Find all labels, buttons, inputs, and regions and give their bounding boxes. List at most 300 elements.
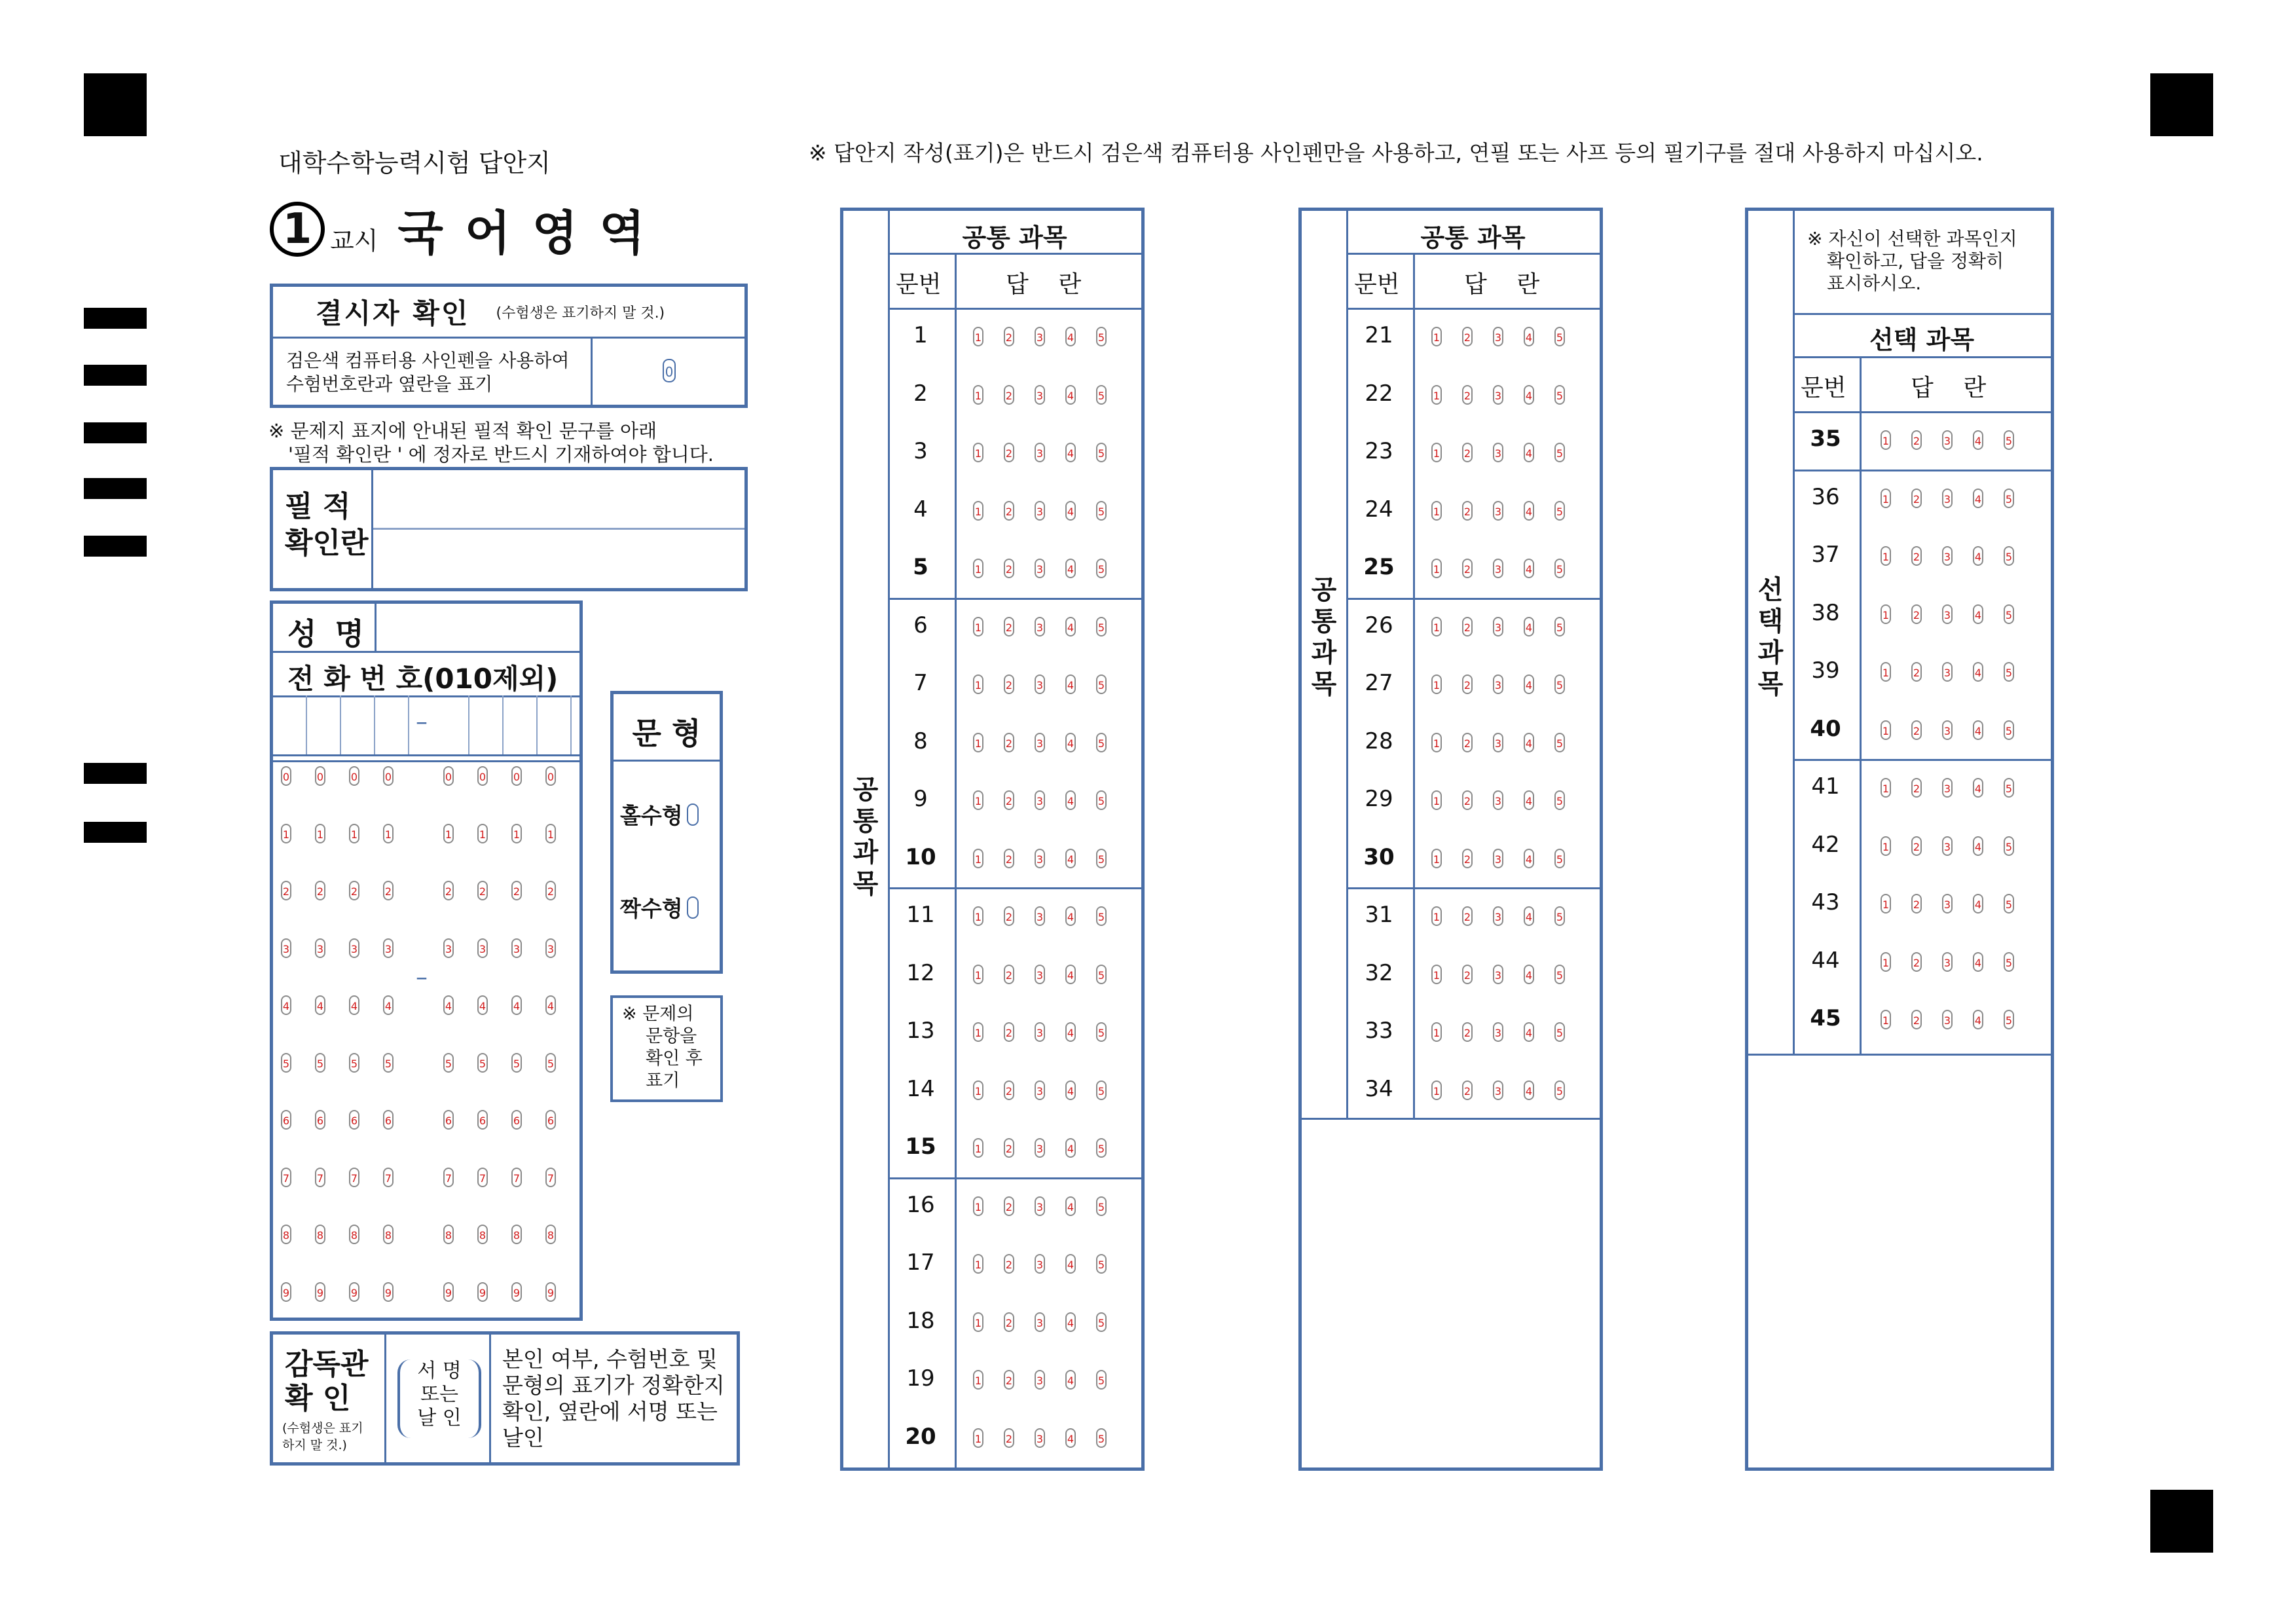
answer-bubble[interactable]: 2 xyxy=(1462,906,1473,926)
phone-digit-bubble[interactable]: 7 xyxy=(383,1168,394,1187)
phone-digit-bubble[interactable]: 1 xyxy=(511,824,522,843)
phone-digit-bubble[interactable]: 1 xyxy=(315,824,325,843)
answer-bubble[interactable]: 2 xyxy=(1004,1312,1014,1332)
answer-bubble[interactable]: 5 xyxy=(1096,790,1107,810)
answer-bubble[interactable]: 1 xyxy=(1431,733,1442,752)
answer-bubble[interactable]: 2 xyxy=(1004,1370,1014,1390)
answer-bubble[interactable]: 1 xyxy=(973,849,983,868)
answer-bubble[interactable]: 4 xyxy=(1065,327,1076,346)
answer-bubble[interactable]: 3 xyxy=(1942,546,1953,566)
answer-bubble[interactable]: 4 xyxy=(1524,443,1534,462)
phone-digit-bubble[interactable]: 3 xyxy=(443,938,454,958)
answer-bubble[interactable]: 5 xyxy=(1554,617,1565,637)
answer-bubble[interactable]: 2 xyxy=(1462,849,1473,868)
phone-digit-bubble[interactable]: 8 xyxy=(443,1225,454,1244)
answer-bubble[interactable]: 1 xyxy=(1431,443,1442,462)
answer-bubble[interactable]: 1 xyxy=(973,1022,983,1042)
phone-digit-bubble[interactable]: 2 xyxy=(511,881,522,900)
answer-bubble[interactable]: 1 xyxy=(1431,559,1442,578)
phone-digit-bubble[interactable]: 1 xyxy=(477,824,488,843)
phone-digit-bubble[interactable]: 3 xyxy=(477,938,488,958)
answer-bubble[interactable]: 4 xyxy=(1973,894,1983,913)
answer-bubble[interactable]: 3 xyxy=(1035,617,1045,637)
answer-bubble[interactable]: 2 xyxy=(1911,894,1922,913)
answer-bubble[interactable]: 2 xyxy=(1911,836,1922,856)
phone-digit-bubble[interactable]: 1 xyxy=(383,824,394,843)
answer-bubble[interactable]: 1 xyxy=(1881,430,1891,450)
phone-digit-bubble[interactable]: 4 xyxy=(443,995,454,1015)
answer-bubble[interactable]: 1 xyxy=(973,559,983,578)
answer-bubble[interactable]: 2 xyxy=(1004,733,1014,752)
answer-bubble[interactable]: 1 xyxy=(973,965,983,984)
answer-bubble[interactable]: 5 xyxy=(1554,443,1565,462)
answer-bubble[interactable]: 4 xyxy=(1973,430,1983,450)
answer-bubble[interactable]: 1 xyxy=(1431,1022,1442,1042)
answer-bubble[interactable]: 5 xyxy=(1096,849,1107,868)
answer-bubble[interactable]: 4 xyxy=(1065,790,1076,810)
answer-bubble[interactable]: 3 xyxy=(1035,1138,1045,1158)
answer-bubble[interactable]: 1 xyxy=(1881,720,1891,740)
answer-bubble[interactable]: 3 xyxy=(1035,1428,1045,1448)
phone-digit-bubble[interactable]: 8 xyxy=(545,1225,556,1244)
answer-bubble[interactable]: 3 xyxy=(1493,674,1503,694)
answer-bubble[interactable]: 3 xyxy=(1942,1010,1953,1029)
phone-digit-bubble[interactable]: 6 xyxy=(545,1110,556,1130)
answer-bubble[interactable]: 5 xyxy=(2004,430,2014,450)
answer-bubble[interactable]: 3 xyxy=(1493,790,1503,810)
phone-digit-bubble[interactable]: 0 xyxy=(349,766,359,786)
phone-digit-bubble[interactable]: 8 xyxy=(281,1225,291,1244)
answer-bubble[interactable]: 1 xyxy=(973,1080,983,1100)
answer-bubble[interactable]: 3 xyxy=(1035,559,1045,578)
phone-digit-bubble[interactable]: 2 xyxy=(477,881,488,900)
phone-digit-bubble[interactable]: 2 xyxy=(443,881,454,900)
answer-bubble[interactable]: 1 xyxy=(1431,327,1442,346)
phone-digit-bubble[interactable]: 6 xyxy=(315,1110,325,1130)
answer-bubble[interactable]: 1 xyxy=(973,674,983,694)
answer-bubble[interactable]: 2 xyxy=(1004,501,1014,521)
answer-bubble[interactable]: 5 xyxy=(1554,965,1565,984)
answer-bubble[interactable]: 5 xyxy=(2004,720,2014,740)
phone-digit-bubble[interactable]: 5 xyxy=(477,1053,488,1073)
answer-bubble[interactable]: 4 xyxy=(1065,1312,1076,1332)
answer-bubble[interactable]: 1 xyxy=(1431,849,1442,868)
answer-bubble[interactable]: 5 xyxy=(1096,559,1107,578)
answer-bubble[interactable]: 1 xyxy=(1431,790,1442,810)
phone-digit-bubble[interactable]: 8 xyxy=(511,1225,522,1244)
answer-bubble[interactable]: 1 xyxy=(973,617,983,637)
answer-bubble[interactable]: 3 xyxy=(1035,906,1045,926)
answer-bubble[interactable]: 2 xyxy=(1004,674,1014,694)
signature-area[interactable] xyxy=(397,1359,481,1438)
answer-bubble[interactable]: 3 xyxy=(1035,1254,1045,1274)
phone-digit-bubble[interactable]: 6 xyxy=(383,1110,394,1130)
phone-digit-bubble[interactable]: 9 xyxy=(383,1282,394,1302)
answer-bubble[interactable]: 1 xyxy=(973,906,983,926)
answer-bubble[interactable]: 5 xyxy=(2004,604,2014,624)
phone-digit-bubble[interactable]: 6 xyxy=(443,1110,454,1130)
phone-digit-bubble[interactable]: 9 xyxy=(443,1282,454,1302)
answer-bubble[interactable]: 4 xyxy=(1065,559,1076,578)
answer-bubble[interactable]: 3 xyxy=(1035,443,1045,462)
answer-bubble[interactable]: 2 xyxy=(1004,1196,1014,1216)
answer-bubble[interactable]: 4 xyxy=(1524,1022,1534,1042)
answer-bubble[interactable]: 4 xyxy=(1524,617,1534,637)
phone-digit-input[interactable] xyxy=(308,695,341,754)
answer-bubble[interactable]: 4 xyxy=(1524,385,1534,405)
phone-digit-bubble[interactable]: 7 xyxy=(315,1168,325,1187)
phone-digit-bubble[interactable]: 1 xyxy=(281,824,291,843)
answer-bubble[interactable]: 1 xyxy=(1881,604,1891,624)
phone-digit-bubble[interactable]: 8 xyxy=(477,1225,488,1244)
answer-bubble[interactable]: 5 xyxy=(1096,501,1107,521)
answer-bubble[interactable]: 1 xyxy=(973,790,983,810)
even-option[interactable] xyxy=(620,892,699,923)
answer-bubble[interactable]: 4 xyxy=(1065,501,1076,521)
phone-digit-bubble[interactable]: 2 xyxy=(281,881,291,900)
answer-bubble[interactable]: 4 xyxy=(1524,965,1534,984)
answer-bubble[interactable]: 1 xyxy=(1881,952,1891,972)
phone-digit-bubble[interactable]: 1 xyxy=(443,824,454,843)
phone-digit-bubble[interactable]: 6 xyxy=(281,1110,291,1130)
answer-bubble[interactable]: 3 xyxy=(1035,733,1045,752)
answer-bubble[interactable]: 4 xyxy=(1065,906,1076,926)
answer-bubble[interactable]: 5 xyxy=(1554,733,1565,752)
answer-bubble[interactable]: 4 xyxy=(1065,1080,1076,1100)
answer-bubble[interactable]: 2 xyxy=(1911,546,1922,566)
answer-bubble[interactable]: 5 xyxy=(2004,662,2014,682)
answer-bubble[interactable]: 4 xyxy=(1973,662,1983,682)
phone-digit-bubble[interactable]: 0 xyxy=(315,766,325,786)
answer-bubble[interactable]: 5 xyxy=(2004,778,2014,798)
answer-bubble[interactable]: 1 xyxy=(1881,546,1891,566)
handwriting-input[interactable] xyxy=(375,470,744,588)
answer-bubble[interactable]: 2 xyxy=(1004,1254,1014,1274)
phone-digit-bubble[interactable]: 8 xyxy=(349,1225,359,1244)
answer-bubble[interactable]: 5 xyxy=(1554,385,1565,405)
answer-bubble[interactable]: 4 xyxy=(1065,1254,1076,1274)
answer-bubble[interactable]: 5 xyxy=(2004,894,2014,913)
answer-bubble[interactable]: 4 xyxy=(1065,1428,1076,1448)
answer-bubble[interactable]: 3 xyxy=(1942,836,1953,856)
answer-bubble[interactable]: 4 xyxy=(1065,1370,1076,1390)
answer-bubble[interactable]: 2 xyxy=(1004,1022,1014,1042)
phone-digit-bubble[interactable]: 9 xyxy=(349,1282,359,1302)
answer-bubble[interactable]: 4 xyxy=(1065,1138,1076,1158)
phone-digit-bubble[interactable]: 4 xyxy=(511,995,522,1015)
answer-bubble[interactable]: 4 xyxy=(1065,385,1076,405)
answer-bubble[interactable]: 2 xyxy=(1004,327,1014,346)
answer-bubble[interactable]: 1 xyxy=(1431,674,1442,694)
answer-bubble[interactable]: 3 xyxy=(1493,1022,1503,1042)
answer-bubble[interactable]: 4 xyxy=(1524,559,1534,578)
absence-bubble[interactable]: 0 xyxy=(663,359,676,382)
answer-bubble[interactable]: 4 xyxy=(1524,327,1534,346)
answer-bubble[interactable]: 3 xyxy=(1493,965,1503,984)
answer-bubble[interactable]: 3 xyxy=(1493,733,1503,752)
answer-bubble[interactable]: 3 xyxy=(1035,790,1045,810)
answer-bubble[interactable]: 5 xyxy=(1554,790,1565,810)
answer-bubble[interactable]: 5 xyxy=(1096,385,1107,405)
phone-digit-bubble[interactable]: 9 xyxy=(477,1282,488,1302)
answer-bubble[interactable]: 2 xyxy=(1911,720,1922,740)
phone-digit-bubble[interactable]: 2 xyxy=(545,881,556,900)
answer-bubble[interactable]: 4 xyxy=(1973,778,1983,798)
odd-bubble[interactable] xyxy=(687,803,699,826)
answer-bubble[interactable]: 5 xyxy=(1554,849,1565,868)
answer-bubble[interactable]: 1 xyxy=(973,1196,983,1216)
phone-digit-bubble[interactable]: 3 xyxy=(383,938,394,958)
answer-bubble[interactable]: 4 xyxy=(1524,906,1534,926)
answer-bubble[interactable]: 4 xyxy=(1973,720,1983,740)
even-bubble[interactable] xyxy=(687,896,699,919)
answer-bubble[interactable]: 3 xyxy=(1493,617,1503,637)
answer-bubble[interactable]: 5 xyxy=(1096,1080,1107,1100)
answer-bubble[interactable]: 5 xyxy=(1554,1022,1565,1042)
answer-bubble[interactable]: 5 xyxy=(1096,1138,1107,1158)
phone-digit-bubble[interactable]: 0 xyxy=(443,766,454,786)
answer-bubble[interactable]: 4 xyxy=(1524,1080,1534,1100)
answer-bubble[interactable]: 2 xyxy=(1004,385,1014,405)
answer-bubble[interactable]: 2 xyxy=(1462,790,1473,810)
answer-bubble[interactable]: 4 xyxy=(1524,790,1534,810)
phone-digit-input[interactable] xyxy=(539,695,572,754)
phone-digit-bubble[interactable]: 7 xyxy=(281,1168,291,1187)
answer-bubble[interactable]: 3 xyxy=(1942,489,1953,508)
answer-bubble[interactable]: 5 xyxy=(2004,836,2014,856)
answer-bubble[interactable]: 3 xyxy=(1942,430,1953,450)
phone-digit-bubble[interactable]: 9 xyxy=(545,1282,556,1302)
phone-digit-bubble[interactable]: 2 xyxy=(349,881,359,900)
answer-bubble[interactable]: 1 xyxy=(1431,385,1442,405)
answer-bubble[interactable]: 4 xyxy=(1065,733,1076,752)
answer-bubble[interactable]: 1 xyxy=(973,1370,983,1390)
answer-bubble[interactable]: 2 xyxy=(1462,674,1473,694)
answer-bubble[interactable]: 3 xyxy=(1035,1312,1045,1332)
answer-bubble[interactable]: 5 xyxy=(1096,1428,1107,1448)
phone-digit-bubble[interactable]: 1 xyxy=(349,824,359,843)
answer-bubble[interactable]: 3 xyxy=(1493,906,1503,926)
phone-digit-bubble[interactable]: 0 xyxy=(383,766,394,786)
phone-digit-bubble[interactable]: 4 xyxy=(315,995,325,1015)
answer-bubble[interactable]: 3 xyxy=(1493,849,1503,868)
answer-bubble[interactable]: 3 xyxy=(1493,443,1503,462)
answer-bubble[interactable]: 5 xyxy=(1096,1254,1107,1274)
answer-bubble[interactable]: 4 xyxy=(1973,604,1983,624)
phone-digit-bubble[interactable]: 5 xyxy=(349,1053,359,1073)
answer-bubble[interactable]: 5 xyxy=(2004,546,2014,566)
answer-bubble[interactable]: 3 xyxy=(1942,720,1953,740)
answer-bubble[interactable]: 1 xyxy=(973,733,983,752)
answer-bubble[interactable]: 1 xyxy=(1881,662,1891,682)
answer-bubble[interactable]: 2 xyxy=(1004,617,1014,637)
answer-bubble[interactable]: 1 xyxy=(973,1428,983,1448)
phone-digit-bubble[interactable]: 5 xyxy=(281,1053,291,1073)
phone-digit-bubble[interactable]: 0 xyxy=(477,766,488,786)
answer-bubble[interactable]: 4 xyxy=(1065,617,1076,637)
answer-bubble[interactable]: 3 xyxy=(1493,501,1503,521)
answer-bubble[interactable]: 4 xyxy=(1524,849,1534,868)
phone-digit-bubble[interactable]: 4 xyxy=(545,995,556,1015)
answer-bubble[interactable]: 2 xyxy=(1911,778,1922,798)
answer-bubble[interactable]: 3 xyxy=(1035,501,1045,521)
answer-bubble[interactable]: 2 xyxy=(1004,906,1014,926)
answer-bubble[interactable]: 1 xyxy=(973,443,983,462)
phone-digit-bubble[interactable]: 5 xyxy=(443,1053,454,1073)
answer-bubble[interactable]: 2 xyxy=(1004,1080,1014,1100)
phone-digit-bubble[interactable]: 4 xyxy=(477,995,488,1015)
answer-bubble[interactable]: 5 xyxy=(2004,1010,2014,1029)
answer-bubble[interactable]: 2 xyxy=(1004,1138,1014,1158)
answer-bubble[interactable]: 5 xyxy=(1096,327,1107,346)
answer-bubble[interactable]: 1 xyxy=(1881,1010,1891,1029)
phone-digit-bubble[interactable]: 9 xyxy=(511,1282,522,1302)
phone-digit-input[interactable] xyxy=(376,695,409,754)
answer-bubble[interactable]: 4 xyxy=(1065,965,1076,984)
phone-digit-bubble[interactable]: 3 xyxy=(281,938,291,958)
answer-bubble[interactable]: 3 xyxy=(1942,604,1953,624)
answer-bubble[interactable]: 5 xyxy=(1096,1196,1107,1216)
answer-bubble[interactable]: 2 xyxy=(1462,965,1473,984)
phone-digit-bubble[interactable]: 7 xyxy=(511,1168,522,1187)
answer-bubble[interactable]: 3 xyxy=(1035,1080,1045,1100)
phone-digit-bubble[interactable]: 4 xyxy=(281,995,291,1015)
answer-bubble[interactable]: 1 xyxy=(973,1312,983,1332)
answer-bubble[interactable]: 1 xyxy=(973,385,983,405)
phone-digit-bubble[interactable]: 6 xyxy=(349,1110,359,1130)
answer-bubble[interactable]: 5 xyxy=(2004,489,2014,508)
answer-bubble[interactable]: 1 xyxy=(1881,894,1891,913)
phone-digit-bubble[interactable]: 0 xyxy=(281,766,291,786)
answer-bubble[interactable]: 2 xyxy=(1462,733,1473,752)
answer-bubble[interactable]: 4 xyxy=(1973,489,1983,508)
answer-bubble[interactable]: 5 xyxy=(1096,1370,1107,1390)
answer-bubble[interactable]: 5 xyxy=(1096,617,1107,637)
answer-bubble[interactable]: 4 xyxy=(1524,674,1534,694)
phone-digit-bubble[interactable]: 3 xyxy=(545,938,556,958)
answer-bubble[interactable]: 5 xyxy=(1554,559,1565,578)
answer-bubble[interactable]: 5 xyxy=(1554,327,1565,346)
answer-bubble[interactable]: 5 xyxy=(1096,965,1107,984)
phone-digit-bubble[interactable]: 5 xyxy=(383,1053,394,1073)
phone-digit-bubble[interactable]: 5 xyxy=(545,1053,556,1073)
answer-bubble[interactable]: 3 xyxy=(1493,1080,1503,1100)
answer-bubble[interactable]: 5 xyxy=(1096,1312,1107,1332)
answer-bubble[interactable]: 4 xyxy=(1973,952,1983,972)
phone-digit-bubble[interactable]: 4 xyxy=(349,995,359,1015)
phone-digit-bubble[interactable]: 1 xyxy=(545,824,556,843)
answer-bubble[interactable]: 1 xyxy=(973,1138,983,1158)
answer-bubble[interactable]: 2 xyxy=(1462,443,1473,462)
answer-bubble[interactable]: 1 xyxy=(1431,617,1442,637)
answer-bubble[interactable]: 4 xyxy=(1065,1196,1076,1216)
answer-bubble[interactable]: 5 xyxy=(1096,733,1107,752)
phone-digit-bubble[interactable]: 9 xyxy=(315,1282,325,1302)
answer-bubble[interactable]: 5 xyxy=(1554,1080,1565,1100)
answer-bubble[interactable]: 2 xyxy=(1911,952,1922,972)
phone-digit-bubble[interactable]: 7 xyxy=(477,1168,488,1187)
answer-bubble[interactable]: 3 xyxy=(1035,385,1045,405)
answer-bubble[interactable]: 3 xyxy=(1493,559,1503,578)
phone-digit-bubble[interactable]: 7 xyxy=(545,1168,556,1187)
answer-bubble[interactable]: 2 xyxy=(1004,790,1014,810)
answer-bubble[interactable]: 5 xyxy=(1096,674,1107,694)
answer-bubble[interactable]: 4 xyxy=(1973,1010,1983,1029)
answer-bubble[interactable]: 2 xyxy=(1004,1428,1014,1448)
phone-digit-bubble[interactable]: 2 xyxy=(315,881,325,900)
answer-bubble[interactable]: 2 xyxy=(1911,430,1922,450)
answer-bubble[interactable]: 3 xyxy=(1493,327,1503,346)
name-input[interactable] xyxy=(378,604,578,651)
phone-digit-bubble[interactable]: 7 xyxy=(349,1168,359,1187)
answer-bubble[interactable]: 1 xyxy=(1431,1080,1442,1100)
phone-digit-bubble[interactable]: 2 xyxy=(383,881,394,900)
answer-bubble[interactable]: 3 xyxy=(1942,894,1953,913)
answer-bubble[interactable]: 3 xyxy=(1035,1370,1045,1390)
phone-digit-input[interactable] xyxy=(471,695,504,754)
phone-digit-bubble[interactable]: 3 xyxy=(511,938,522,958)
answer-bubble[interactable]: 5 xyxy=(1096,443,1107,462)
answer-bubble[interactable]: 2 xyxy=(1462,1022,1473,1042)
answer-bubble[interactable]: 2 xyxy=(1911,489,1922,508)
answer-bubble[interactable]: 4 xyxy=(1065,1022,1076,1042)
answer-bubble[interactable]: 3 xyxy=(1942,952,1953,972)
answer-bubble[interactable]: 2 xyxy=(1911,604,1922,624)
phone-digit-bubble[interactable]: 6 xyxy=(477,1110,488,1130)
answer-bubble[interactable]: 2 xyxy=(1462,559,1473,578)
answer-bubble[interactable]: 2 xyxy=(1004,849,1014,868)
answer-bubble[interactable]: 3 xyxy=(1035,965,1045,984)
answer-bubble[interactable]: 4 xyxy=(1065,849,1076,868)
answer-bubble[interactable]: 5 xyxy=(1096,906,1107,926)
answer-bubble[interactable]: 3 xyxy=(1942,778,1953,798)
answer-bubble[interactable]: 2 xyxy=(1462,501,1473,521)
answer-bubble[interactable]: 1 xyxy=(1431,501,1442,521)
answer-bubble[interactable]: 5 xyxy=(1096,1022,1107,1042)
answer-bubble[interactable]: 5 xyxy=(2004,952,2014,972)
phone-digit-bubble[interactable]: 5 xyxy=(315,1053,325,1073)
answer-bubble[interactable]: 5 xyxy=(1554,674,1565,694)
answer-bubble[interactable]: 1 xyxy=(1881,836,1891,856)
answer-bubble[interactable]: 3 xyxy=(1942,662,1953,682)
answer-bubble[interactable]: 1 xyxy=(973,501,983,521)
answer-bubble[interactable]: 2 xyxy=(1462,385,1473,405)
answer-bubble[interactable]: 5 xyxy=(1554,906,1565,926)
answer-bubble[interactable]: 3 xyxy=(1035,674,1045,694)
phone-digit-bubble[interactable]: 6 xyxy=(511,1110,522,1130)
phone-digit-bubble[interactable]: 4 xyxy=(383,995,394,1015)
answer-bubble[interactable]: 1 xyxy=(1431,965,1442,984)
answer-bubble[interactable]: 1 xyxy=(1881,489,1891,508)
phone-digit-input[interactable] xyxy=(274,695,307,754)
answer-bubble[interactable]: 4 xyxy=(1065,674,1076,694)
answer-bubble[interactable]: 4 xyxy=(1973,836,1983,856)
answer-bubble[interactable]: 2 xyxy=(1004,443,1014,462)
answer-bubble[interactable]: 4 xyxy=(1065,443,1076,462)
answer-bubble[interactable]: 2 xyxy=(1462,327,1473,346)
answer-bubble[interactable]: 1 xyxy=(1881,778,1891,798)
answer-bubble[interactable]: 2 xyxy=(1911,662,1922,682)
answer-bubble[interactable]: 2 xyxy=(1004,965,1014,984)
answer-bubble[interactable]: 2 xyxy=(1911,1010,1922,1029)
answer-bubble[interactable]: 2 xyxy=(1462,617,1473,637)
answer-bubble[interactable]: 3 xyxy=(1035,327,1045,346)
answer-bubble[interactable]: 3 xyxy=(1035,849,1045,868)
answer-bubble[interactable]: 3 xyxy=(1035,1022,1045,1042)
phone-digit-bubble[interactable]: 8 xyxy=(383,1225,394,1244)
phone-digit-bubble[interactable]: 5 xyxy=(511,1053,522,1073)
phone-digit-bubble[interactable]: 9 xyxy=(281,1282,291,1302)
